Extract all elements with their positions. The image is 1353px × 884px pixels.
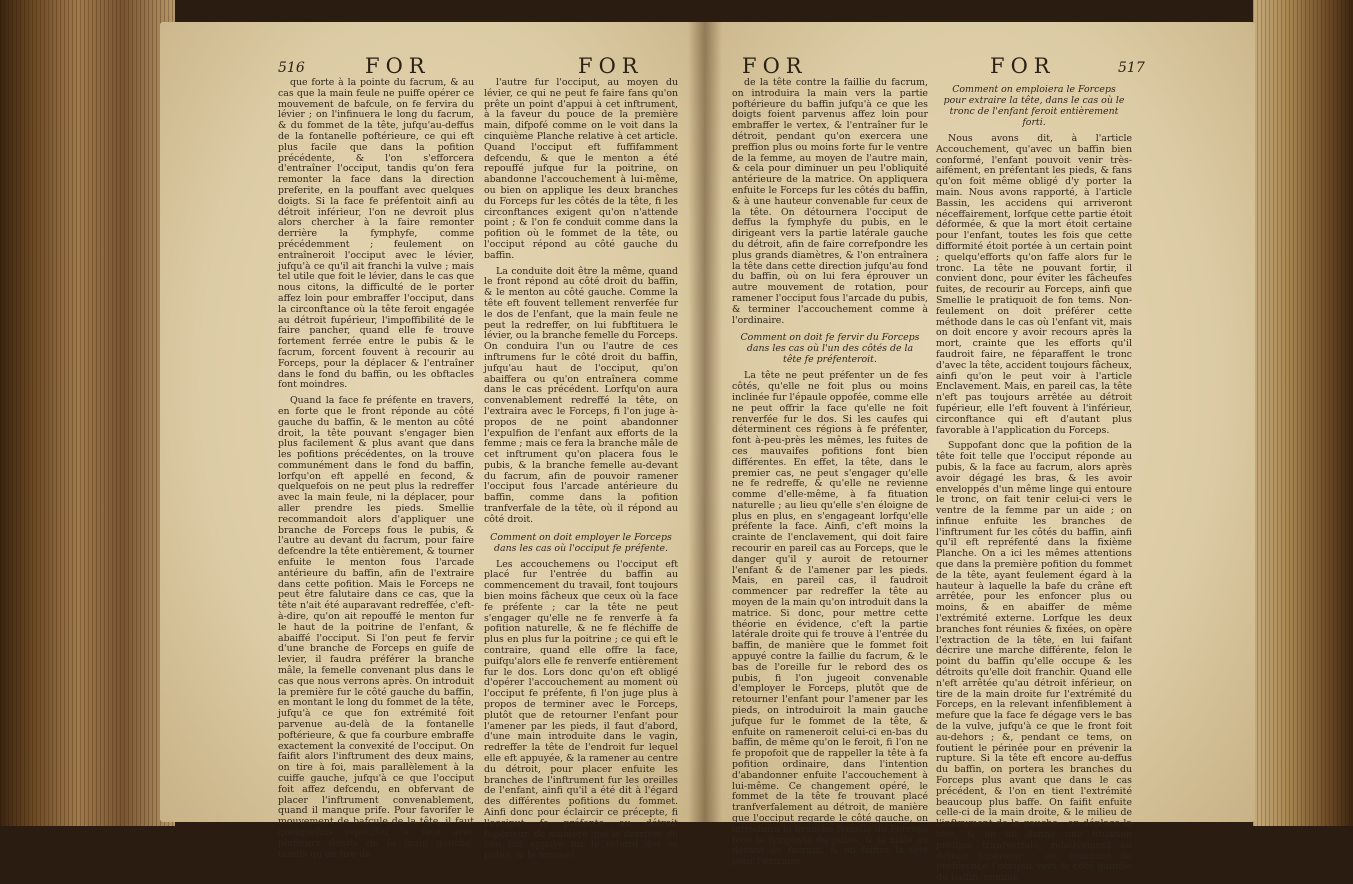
- section-subheading: Comment on doit fe fervir du Forceps dans les cas où l'un des côtés de la tête fe préfenteroit.: [740, 332, 920, 366]
- body-paragraph: Nous avons dit, à l'article Accouchement, qu'avec un baffin bien conformé, l'enfant pouvoit venir très-aifément, en préfentant les pieds, & fans qu'on foit même obligé d'y porter la main. Nous avons rapporté, à l'article Bassin, les accidens qui arriveront néceffairement, lorfque cette partie étoit déformée, & que la mort étoit certaine pour l'enfant, toutes les fois que cette difformité étoit portée à un certain point ; quelqu'efforts qu'on faffe alors fur le tronc. La tête ne pouvant fortir, il convient donc, pour éviter les fâcheufes fuites, de recourir au Forceps, ainfi que Smellie le pratiquoit de fon tems. Non-feulement on doit préférer cette méthode dans le cas où l'enfant vit, mais on doit encore y avoir recours après la mort, crainte que les efforts qu'il faudroit faire, ne féparaffent le tronc d'avec la tête, accident toujours fâcheux, ainfi qu'on le peut voir à l'article Enclavement. Mais, en pareil cas, la tête n'eft pas toujours arrêtée au détroit fupérieur, elle l'eft fouvent à l'inférieur, circonftance qui eft d'autant plus favorable à l'application du Forceps.: [936, 133, 1132, 436]
- left-running-head: FOR: [365, 54, 431, 78]
- right-page-column-2: [936, 78, 1132, 884]
- body-paragraph: La tête ne peut préfenter un de fes côtés, qu'elle ne foit plus ou moins inclinée fur l'épaule oppofée, comme elle ne peut offrir la face qu'elle ne foit renverfée fur le dos. Si les caufes qui déterminent ces régions à fe préfenter, font à-peu-près les mêmes, les fuites de ces mauvaifes pofitions font bien différentes. En effet, la tête, dans le premier cas, ne peut s'engager qu'elle ne fe redreffe, & qu'elle ne revienne comme d'elle-même, à fa fituation naturelle ; au lieu qu'elle s'en éloigne de plus en plus, en s'engageant lorfqu'elle préfente la face. Ainfi, c'eft moins la crainte de l'enclavement, qui doit faire recourir en pareil cas au Forceps, que le danger qu'il y auroit de retourner l'enfant & de l'amener par les pieds. Mais, en pareil cas, il faudroit commencer par redreffer la tête au moyen de la main qu'on introduit dans la matrice. Si donc, pour mettre cette théorie en évidence, c'eft la partie latérale droite qui fe trouve à l'entrée du baffin, de manière que le fommet foit appuyé contre la faillie du facrum, & le bas de l'oreille fur le rebord des os pubis, fi l'on jugeoit convenable d'employer le Forceps, plutôt que de retourner l'enfant pour l'amener par les pieds, on introduiroit la main gauche jufque fur le fommet de la tête, & enfuite on rameneroit celui-ci en-bas du baffin, de même qu'on le feroit, fi l'on ne fe propofoit que de rappeller la tête à fa pofition ordinaire, dans l'intention d'abandonner enfuite l'accouchement à lui-même. Ce changement opéré, le fommet de la tête fe trouvant placé tranfverfalement au détroit, de manière que l'occiput regarde le côté gauche, on introduira la branche femelle du Forceps fous la fymphyfe du pubis, & la mâle au devant du facrum, & on faifira la tête pour l'extraire.: [732, 370, 928, 868]
- body-paragraph: l'autre fur l'occiput, au moyen du lévier, ce qui ne peut fe faire fans qu'on prête un point d'appui à cet inftrument, à la faveur du pouce de la première main, difpofé comme on le voit dans la cinquième Planche relative à cet article. Quand l'occiput eft fuffifamment defcendu, & que le menton a été repouffé jufque fur la poitrine, on abandonne l'accouchement à lui-même, ou bien on applique les deux branches du Forceps fur les côtés de la tête, fi les circonftances exigent qu'on n'attende point ; & l'on fe conduit comme dans la pofition où le fommet de la tête, ou l'occiput répond au côté gauche du baffin.: [484, 77, 678, 261]
- body-paragraph: Les accouchemens ou l'occiput eft placé fur l'entrée du baffin au commencement du travail, font toujours bien moins fâcheux que ceux où la face fe préfente ; car la tête ne peut s'engager qu'elle ne fe renverfe à fa pofition naturelle, & ne fe fléchiffe de plus en plus fur la poitrine ; ce qui eft le contraire, quand elle offre la face, puifqu'alors elle fe renverfe entièrement fur le dos. Lors donc qu'on eft obligé d'opérer l'accouchement au moment où l'occiput fe préfente, fi l'on juge plus à propos de terminer avec le Forceps, plutôt que de retourner l'enfant pour l'amener par les pieds, il faut d'abord, d'une main introduite dans le vagin, redreffer la tête de l'endroit fur lequel elle eft appuyée, & la ramener au centre du détroit, pour placer enfuite les branches de l'inftrument fur les oreilles de l'enfant, ainfi qu'il a été dit à l'égard des différentes pofitions du fommet. Ainfi donc pour éclaircir ce précepte, fi l'occiput fe préfente au détroit fupérieur, de manière que le derrière du cou foit appuyé fur le rebord des os pubis, & le fommet: [484, 558, 678, 862]
- body-paragraph: Suppofant donc que la pofition de la tête foit telle que l'occiput réponde au pubis, & la face au facrum, alors après avoir dégagé les bras, & les avoir enveloppés d'un même linge qui entoure le tronc, on fait tenir celui-ci vers le ventre de la femme par un aide ; on infinue enfuite les branches de l'inftrument fur les côtés du baffin, ainfi qu'il eft repréfenté dans la fixième Planche. On a ici les mêmes attentions que dans la première pofition du fommet de la tête, ayant feulement égard à la hauteur à laquelle la bafe du crâne eft arrêtée, pour les enfoncer plus ou moins, & en abaiffer de même l'extrémité externe. Lorfque les deux branches font réunies & fixées, on opère l'extraction de la tête, en lui faifant décrire une marche différente, felon le point du baffin qu'elle occupe & les détroits qu'elle doit franchir. Quand elle n'eft arrêtée qu'au détroit inférieur, on tire de la main droite fur l'extrémité du Forceps, en la relevant infenfiblement à mefure que la face fe dégage vers le bas de la vulve, jufqu'à ce que le front foit au-dehors ; &, pendant ce tems, on foutient le périnée pour en prévenir la rupture. Si la tête eft encore au-deffus du baffin, on portera les branches du Forceps plus avant que dans le cas précédent, & l'on en tient l'extrémité beaucoup plus baffe. On faifit enfuite celle-ci de la main droite, & le milieu de l'inftrument de la gauche ; on déplace la tête, & on lui donne une fituation prefque tranfverfale, relativement au détroit fupérieur ; où, tournant de préférence l'occiput vers le côté gauche du baffin, comme: [936, 440, 1132, 884]
- section-subheading: Comment on doit employer le Forceps dans les cas où l'occiput fe préfente.: [490, 531, 672, 554]
- book-gutter: [688, 22, 722, 822]
- body-paragraph: Quand la face fe préfente en travers, en forte que le front réponde au côté gauche du baffin, & le menton au côté droit, la tête pouvant s'engager bien plus facilement & plus avant que dans les pofitions précédentes, on la trouve communément dans le fond du baffin, lorfqu'on eft appellé en fecond, & quelquefois on ne peut plus la redreffer avec la main feule, ni la déplacer, pour aller prendre les pieds. Smellie recommandoit alors d'appliquer une branche de Forceps fous le pubis, & l'autre au devant du facrum, pour faire defcendre la tête entièrement, & tourner enfuite le menton fous l'arcade antérieure du baffin, afin de l'extraire dans cette pofition. Mais le Forceps ne peut être falutaire dans ce cas, que la tête n'ait été auparavant redreffée, c'eft-à-dire, qu'on ait repouffé le menton fur le haut de la poitrine de l'enfant, & abaiffé l'occiput. Si l'on peut fe fervir d'une branche de Forceps en guife de levier, il faudra préférer la branche mâle, la femelle convenant plus dans le cas que nous verrons après. On introduit la première fur le côté gauche du baffin, en montant le long du fommet de la tête, jufqu'à ce que fon extrémité foit parvenue au-delà de la fontanelle poftérieure, & que fa courbure embraffe exactement la convexité de l'occiput. On faifit alors l'inftrument des deux mains, on tire à foi, mais parallèlement à la cuiffe gauche, jufqu'à ce que l'occiput foit affez defcendu, en obfervant de placer l'inftrument convenablement, quand il manque prife. Pour favorifer le mouvement de bafcule de la tête, il faut quelquefois repouffer la face avec plufieurs doigts de la main gauche, tandis qu'on tire de: [278, 395, 474, 860]
- section-subheading: Comment on emploiera le Forceps pour extraire la tête, dans le cas où le tronc de l'enfant feroit entièrement forti.: [943, 84, 1125, 128]
- right-running-head-2: FOR: [990, 54, 1056, 78]
- right-running-head: FOR: [742, 54, 808, 78]
- right-page-column-1: [732, 77, 928, 868]
- left-page-column-1: [278, 77, 474, 860]
- left-page-column-2: [484, 77, 678, 862]
- right-page-number: 517: [1118, 60, 1145, 76]
- left-running-head-2: FOR: [578, 54, 644, 78]
- left-page-number: 516: [278, 60, 305, 76]
- body-paragraph: La conduite doit être la même, quand le front répond au côté droit du baffin, & le menton au côté gauche. Comme la tête eft fouvent tellement renverfée fur le dos de l'enfant, que la main feule ne peut la redreffer, on lui fubftituera le lévier, ou la branche femelle du Forceps. On conduira l'un ou l'autre de ces inftrumens fur le côté droit du baffin, jufqu'au haut de l'occiput, qu'on abaiffera ou qu'on entraînera comme dans le cas précédent. Lorfqu'on aura convenablement redreffé la tête, on l'extraira avec le Forceps, fi l'on juge à-propos de ne point abandonner l'expulfion de l'enfant aux efforts de la femme ; mais ce fera la branche mâle de cet inftrument qu'on placera fous le pubis, & la branche femelle au-devant du facrum, afin de pouvoir ramener l'occiput fous l'arcade antérieure du baffin, comme dans la pofition tranfverfale de la tête, où il répond au côté droit.: [484, 265, 678, 525]
- body-paragraph: que forte à la pointe du facrum, & au cas que la main feule ne puiffe opérer ce mouvement de bafcule, on fe fervira du lévier ; on l'infinuera le long du facrum, & du fommet de la tête, jufqu'au-deffus de la fontanelle poftérieure, ce qui eft plus facile que dans la pofition précédente, & l'on s'efforcera d'entraîner l'occiput, tandis qu'on fera remonter la face dans la direction preferite, en la pouffant avec quelques doigts. Si la face fe préfentoit ainfi au détroit inférieur, l'on ne devroit plus alors chercher à la faire remonter derrière la fymphyfe, comme précédemment ; feulement on entraîneroit l'occiput avec le lévier, jufqu'à ce qu'il ait franchi la vulve ; mais tel utile que foit le lévier, dans le cas que nous citons, la difficulté de le porter affez loin pour embraffer l'occiput, dans la circonftance où la tête feroit engagée au détroit fupérieur, l'impoffibilité de le faire pancher, quand elle fe trouve fortement ferrée entre le pubis & le facrum, forcent fouvent à recourir au Forceps, pour la déplacer & l'entraîner dans le fond du baffin, ou les obftacles font moindres.: [278, 77, 474, 391]
- left-page-edges: [0, 0, 175, 826]
- body-paragraph: de la tête contre la faillie du facrum, on introduira la main vers la partie poftérieure du baffin jufqu'à ce que les doigts foient parvenus affez loin pour embraffer le vertex, & l'entraîner fur le détroit, pendant qu'on exercera une preffion plus ou moins forte fur le ventre de la femme, au moyen de l'autre main, & cela pour diminuer un peu l'obliquité antérieure de la matrice. On appliquera enfuite le Forceps fur les côtés du baffin, & à une hauteur convenable fur ceux de la tête. On détournera l'occiput de deffus la fymphyfe du pubis, en le dirigeant vers la partie latérale gauche du détroit, afin de faire correfpondre les plus grands diamètres, & l'on entraînera la tête dans cette direction jufqu'au fond du baffin, où on lui fera éprouver un autre mouvement de rotation, pour ramener l'occiput fous l'arcade du pubis, & terminer l'accouchement comme à l'ordinaire.: [732, 77, 928, 326]
- right-page-edges: [1253, 0, 1353, 826]
